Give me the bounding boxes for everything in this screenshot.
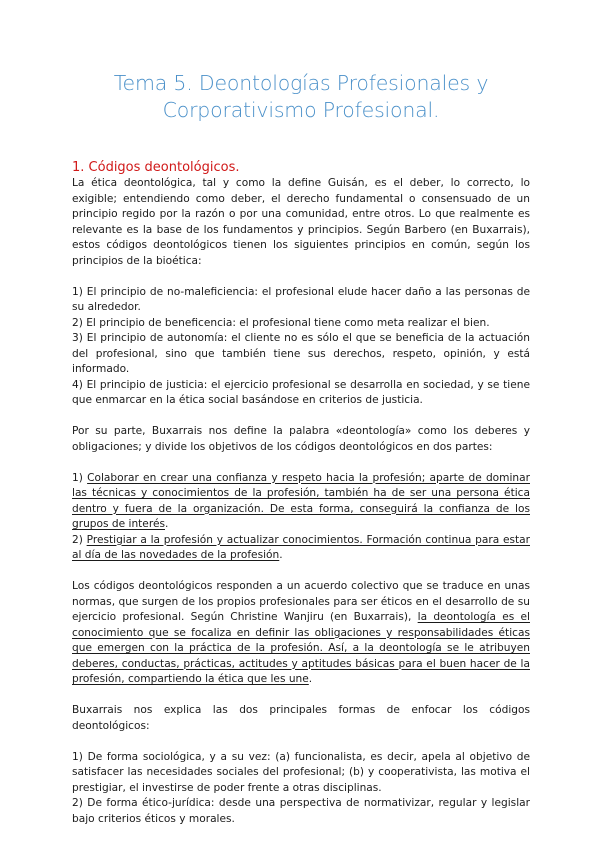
- principle-item: 4) El principio de justicia: el ejercicio profesional se desarrolla en sociedad, y se tiene que enmarcar en la ética social basándose en criterios de justicia.: [72, 378, 530, 406]
- definition-paragraph: Por su parte, Buxarrais nos define la palabra «deontología» como los deberes y obligaciones; y divide los objetivos de los códigos deontológicos en dos partes:: [72, 425, 530, 453]
- approach-item: 1) De forma sociológica, y a su vez: (a) funcionalista, es decir, apela al objetivo de satisfacer las necesidades sociales del profesional; (b) y cooperativista, las motiva el prestigiar, el investirse de poder frente a otras disciplinas.: [72, 750, 530, 794]
- title-line-2: Corporativismo Profesional.: [162, 98, 440, 122]
- objective-underlined: Colaborar en crear una confianza y respeto hacia la profesión; aparte de dominar las técnicas y conocimientos de la profesión, también ha de ser una persona ética dentro y fuera de la organización. De esta forma, conseguirá la confianza de los grupos de interés: [72, 471, 530, 530]
- title-line-1: Tema 5. Deontologías Profesionales y: [113, 71, 489, 95]
- codes-paragraph: Los códigos deontológicos responden a un acuerdo colectivo que se traduce en unas normas, que surgen de los propios profesionales para ser éticos en el desarrollo de su ejercicio profesional. Según Christine Wanjiru (en Buxarrais), la deontología es el conocimiento que se focaliza en definir las obligaciones y responsabilidades éticas que emergen con la práctica de la profesión. Así, a la deontología se le atribuyen deberes, conductas, prácticas, actitudes y aptitudes básicas para el buen hacer de la profesión, compartiendo la ética que les une.: [72, 580, 530, 685]
- objective-item: 1) Colaborar en crear una confianza y respeto hacia la profesión; aparte de dominar las técnicas y conocimientos de la profesión, también ha de ser una persona ética dentro y fuera de la organización. De esta forma, conseguirá la confianza de los grupos de interés.: [72, 471, 530, 530]
- intro-paragraph: La ética deontológica, tal y como la define Guisán, es el deber, lo correcto, lo exigible; entendiendo como deber, el derecho fundamental o consensuado de un principio regido por la razón o por una comunidad, entre otros. Lo que realmente es relevante es la base de los fundamentos y principios. Según Barbero (en Buxarrais), estos códigos deontológicos tienen los siguientes principios en común, según los principios de la bioética:: [72, 177, 530, 267]
- objective-underlined: Prestigiar a la profesión y actualizar conocimientos. Formación continua para estar al día de las novedades de la profesión: [72, 533, 530, 561]
- document-page: [72, 70, 530, 827]
- approaches-intro: Buxarrais nos explica las dos principales formas de enfocar los códigos deontológicos:: [72, 704, 530, 732]
- objective-item: 2) Prestigiar a la profesión y actualizar conocimientos. Formación continua para estar al día de las novedades de la profesión.: [72, 533, 530, 561]
- codes-underlined: la deontología es el conocimiento que se focaliza en definir las obligaciones y responsabilidades éticas que emergen con la práctica de la profesión. Así, a la deontología se le atribuyen deberes, conductas, prácticas, actitudes y aptitudes básicas para el buen hacer de la profesión, compartiendo la ética que les une: [72, 611, 530, 685]
- section-heading: 1. Códigos deontológicos.: [72, 160, 240, 175]
- principle-item: 2) El principio de beneficencia: el profesional tiene como meta realizar el bien.: [72, 316, 490, 329]
- document-title: [72, 70, 530, 124]
- principle-item: 1) El principio de no-maleficiencia: el profesional elude hacer daño a las personas de su alrededor.: [72, 285, 530, 313]
- approach-item: 2) De forma ético-jurídica: desde una perspectiva de normativizar, regular y legislar bajo criterios éticos y morales.: [72, 797, 530, 825]
- principle-item: 3) El principio de autonomía: el cliente no es sólo el que se beneficia de la actuación del profesional, sino que también tiene sus derechos, respeto, opinión, y está informado.: [72, 332, 530, 375]
